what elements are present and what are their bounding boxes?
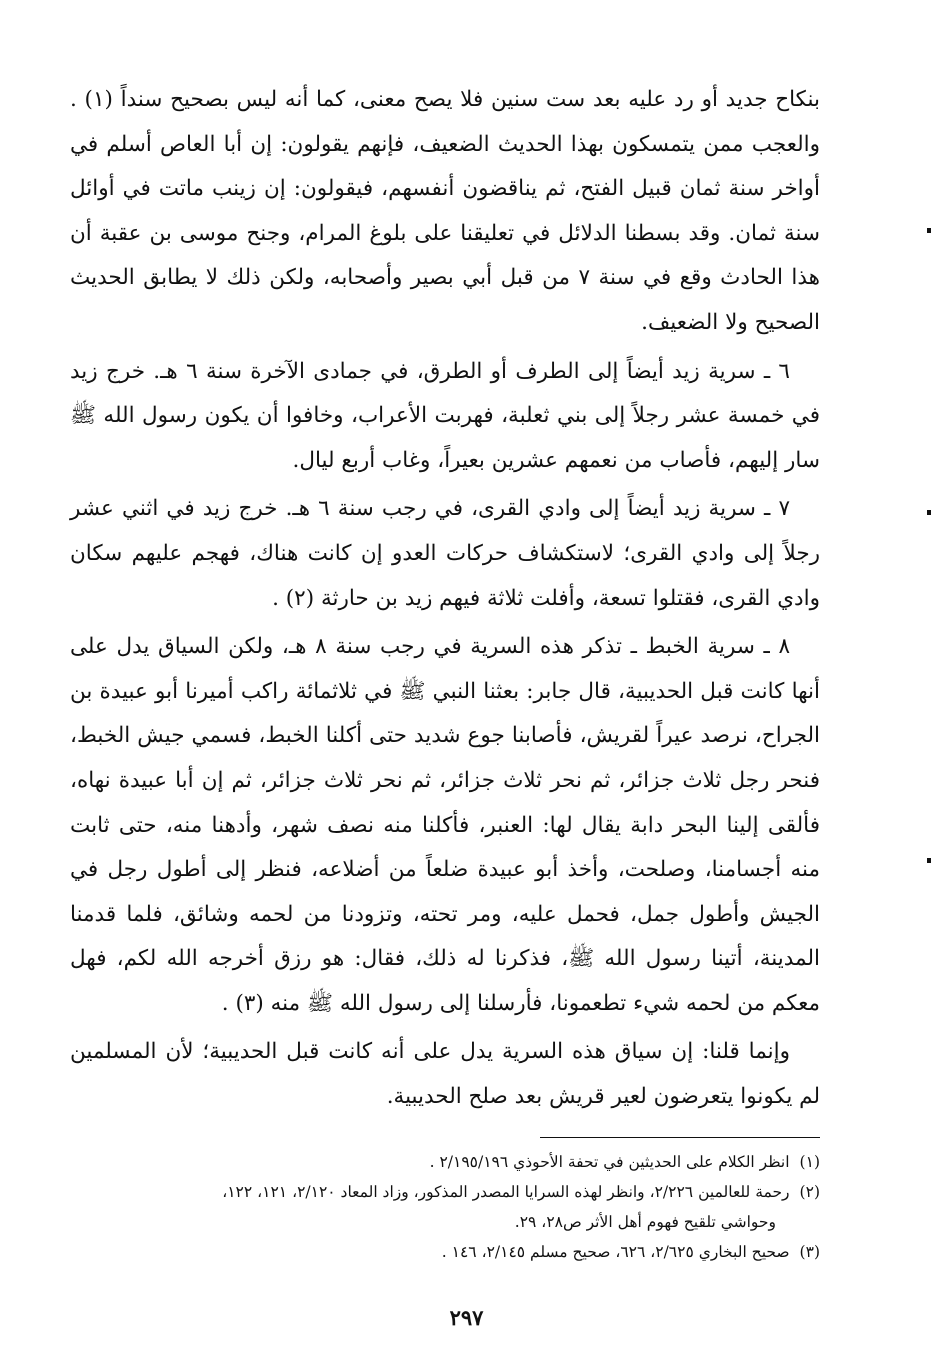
footnote-text: رحمة للعالمين ٢/٢٢٦، وانظر لهذه السرايا المصدر المذكور، وزاد المعاد ٢/١٢٠، ١٢١، ١٢٢، <box>222 1183 790 1201</box>
paragraph: ٨ ـ سرية الخبط ـ تذكر هذه السرية في رجب سنة ٨ هـ، ولكن السياق يدل على أنها كانت قبل الحديبية، قال جابر: بعثنا النبي ﷺ في ثلاثمائة راكب أميرنا أبو عبيدة بن الجراح، نرصد عيراً لقريش، فأصابنا جوع شديد حتى أكلنا الخبط، فسمي جيش الخبط، فنحر رجل ثلاث جزائر، ثم نحر ثلاث جزائر، ثم نحر ثلاث جزائر، ثم إن أبا عبيدة نهاه، فألقى إلينا البحر دابة يقال لها: العنبر، فأكلنا منه نصف شهر، وأدهنا منه، حتى ثابت منه أجسامنا، وصلحت، وأخذ أبو عبيدة ضلعاً من أضلاعه، فنظر إلى أطول رجل في الجيش وأطول جمل، فحمل عليه، ومر تحته، وتزودنا من لحمه وشائق، فلما قدمنا المدينة، أتينا رسول الله ﷺ، فذكرنا له ذلك، فقال: هو رزق أخرجه الله لكم، فهل معكم من لحمه شيء تطعمونا، فأرسلنا إلى رسول الله ﷺ منه (٣) . <box>70 634 820 1016</box>
scan-edge-mark <box>927 858 931 863</box>
footnote <box>70 1147 820 1177</box>
footnotes <box>70 1147 820 1267</box>
scan-edge-mark <box>927 510 931 515</box>
footnote <box>70 1237 820 1267</box>
paragraph: وإنما قلنا: إن سياق هذه السرية يدل على أنه كانت قبل الحديبية؛ لأن المسلمين لم يكونوا يتعرضون لعير قريش بعد صلح الحديبية. <box>70 1039 820 1110</box>
footnote-number: (٢) <box>799 1183 820 1201</box>
footnote-divider <box>540 1137 820 1138</box>
paragraph: ٦ ـ سرية زيد أيضاً إلى الطرف أو الطرق، في جمادى الآخرة سنة ٦ هـ. خرج زيد في خمسة عشر رجلاً إلى بني ثعلبة، فهربت الأعراب، وخافوا أن يكون رسول الله ﷺ سار إليهم، فأصاب من نعمهم عشرين بعيراً، وغاب أربع ليال. <box>70 358 820 473</box>
page-number: ٢٩٧ <box>449 1305 484 1330</box>
main-text <box>70 78 820 1120</box>
footnote-number: (٣) <box>799 1243 820 1261</box>
footnote-text: صحيح البخاري ٢/٦٢٥، ٦٢٦، صحيح مسلم ٢/١٤٥، ١٤٦ . <box>441 1243 790 1261</box>
paragraph: ٧ ـ سرية زيد أيضاً إلى وادي القرى، في رجب سنة ٦ هـ. خرج زيد في اثني عشر رجلاً إلى وادي القرى؛ لاستكشاف حركات العدو إن كانت هناك، فهجم عليهم سكان وادي القرى، فقتلوا تسعة، وأفلت ثلاثة فيهم زيد بن حارثة (٢) . <box>70 496 820 611</box>
footnote-number: (١) <box>799 1153 820 1171</box>
footnote-continuation: وحواشي تلقيح فهوم أهل الأثر ص٢٨، ٢٩. <box>514 1213 776 1231</box>
paragraph: بنكاح جديد أو رد عليه بعد ست سنين فلا يصح معنى، كما أنه ليس بصحيح سنداً (١) . والعجب ممن يتمسكون بهذا الحديث الضعيف، فإنهم يقولون: إن أبا العاص أسلم في أواخر سنة ثمان قبيل الفتح، ثم يناقضون أنفسهم، فيقولون: إن زينب ماتت في أوائل سنة ثمان. وقد بسطنا الدلائل في تعليقنا على بلوغ المرام، وجنح موسى بن عقبة أن هذا الحادث وقع في سنة ٧ من قبل أبي بصير وأصحابه، ولكن ذلك لا يطابق الحديث الصحيح ولا الضعيف. <box>70 87 821 335</box>
scan-edge-mark <box>927 228 931 233</box>
footnote-text: انظر الكلام على الحديثين في تحفة الأحوذي ٢/١٩٥/١٩٦ . <box>429 1153 790 1171</box>
footnote <box>70 1177 820 1207</box>
